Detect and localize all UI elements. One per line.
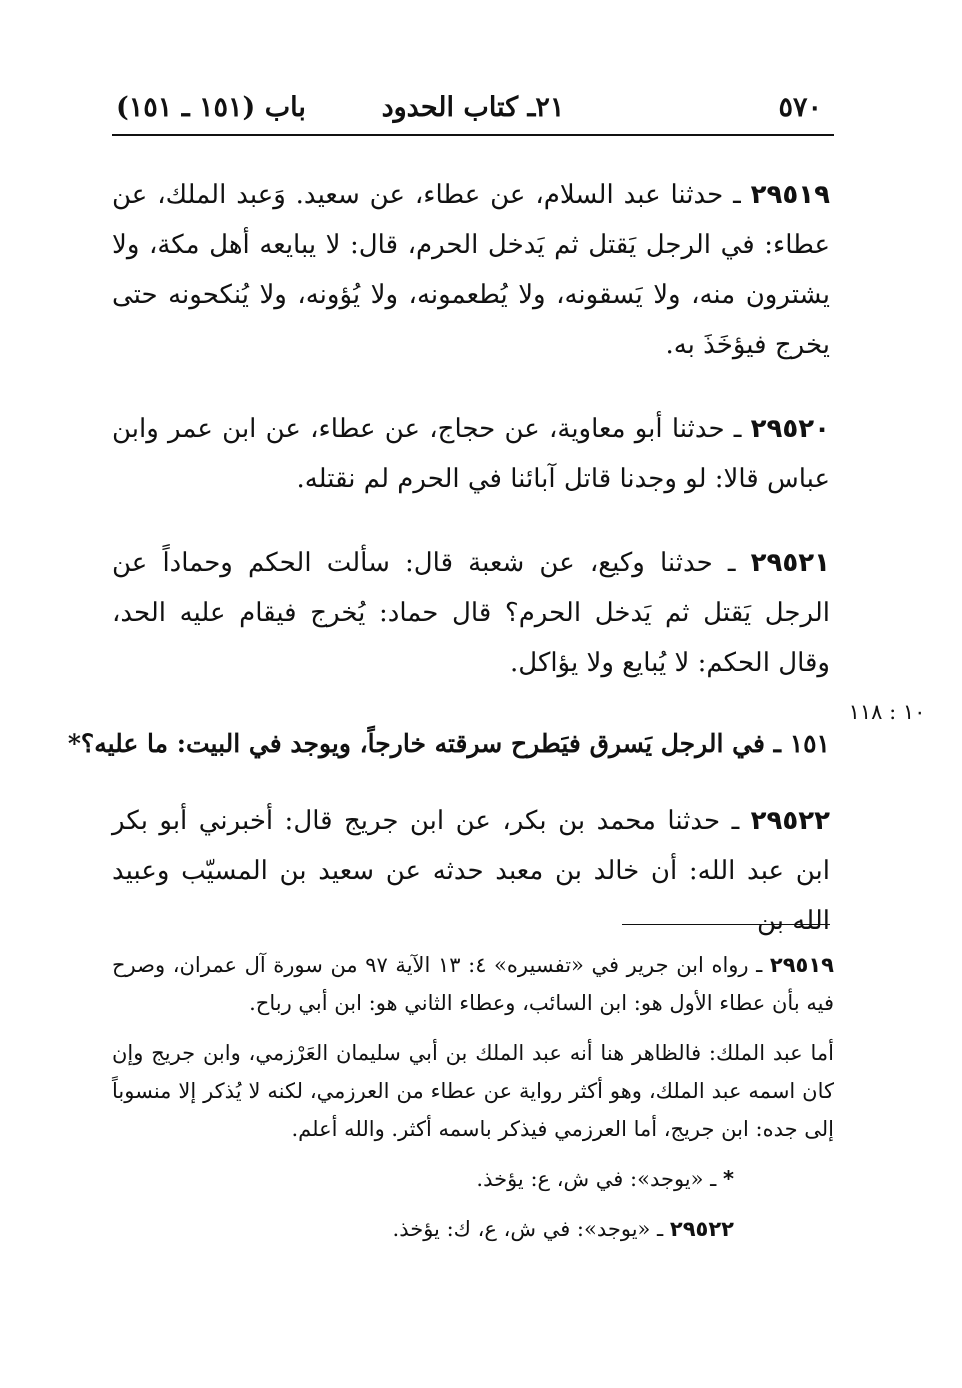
footnote-text: ـ «يوجد»: في ش، ع، ك: يؤخذ. bbox=[392, 1217, 664, 1241]
hadith-number: ٢٩٥٢٢ bbox=[750, 806, 830, 836]
footnote bbox=[112, 1034, 834, 1148]
hadith-text: ـ حدثنا محمد بن بكر، عن ابن جريج قال: أخبرني أبو بكر ابن عبد الله: أن خالد بن معبد حدثه عن سعيد بن المسيّب وعبيد الله بن bbox=[112, 806, 830, 936]
footnote-text: ـ رواه ابن جرير في «تفسيره» ٤: ١٣ الآية ٩٧ من سورة آل عمران، وصرح فيه بأن عطاء الأول هو: ابن السائب، وعطاء الثاني هو: ابن أبي رباح. bbox=[112, 953, 834, 1015]
main-text bbox=[67, 170, 831, 980]
hadith-text: ـ حدثنا عبد السلام، عن عطاء، عن سعيد. وَعبد الملك، عن عطاء: في الرجل يَقتل ثم يَدخل الحرم، قال: لا يبايعه أهل مكة، ولا يشترون منه، ولا يَسقونه، ولا يُطعمونه، ولا يُؤونه، ولا يُنكحونه حتى يخرج فيؤخَذَ به. bbox=[112, 180, 830, 360]
footnote bbox=[112, 1160, 834, 1198]
hadith-number: ٢٩٥٢١ bbox=[750, 548, 831, 578]
hadith-paragraph bbox=[112, 538, 830, 688]
page-header bbox=[112, 84, 834, 136]
hadith-text: ـ حدثنا وكيع، عن شعبة قال: سألت الحكم وحماداً عن الرجل يَقتل ثم يَدخل الحرم؟ قال حماد: يُخرج فيقام عليه الحد، وقال الحكم: لا يُبايع ولا يؤاكل. bbox=[112, 548, 830, 678]
hadith-number: ٢٩٥١٩ bbox=[750, 180, 831, 210]
footnote bbox=[112, 946, 834, 1022]
footnote-marker: * bbox=[723, 1167, 734, 1191]
footnote-divider bbox=[622, 924, 830, 925]
section-heading: ١٥١ ـ في الرجل يَسرق فيَطرح سرقته خارجاً، ويوجد في البيت: ما عليه؟* bbox=[67, 729, 830, 758]
footnote-number: ٢٩٥٢٢ bbox=[669, 1217, 734, 1241]
footnote-text: ـ «يوجد»: في ش، ع: يؤخذ. bbox=[476, 1167, 717, 1191]
hadith-paragraph bbox=[112, 170, 830, 370]
hadith-paragraph bbox=[112, 404, 830, 504]
footnote-number: ٢٩٥١٩ bbox=[769, 953, 834, 977]
section-range: باب (١٥١ ـ ١٥١) bbox=[116, 92, 306, 123]
hadith-number: ٢٩٥٢٠ bbox=[750, 414, 831, 444]
footnote-text: أما عبد الملك: فالظاهر هنا أنه عبد الملك بن أبي سليمان العَرْزمي، وابن جريج وإن كان اسمه عبد الملك، وهو أكثر رواية عن عطاء من العرزمي، لكنه لا يُذكر إلا منسوباً إلى جده: ابن جريج، أما العرزمي فيذكر باسمه أكثر. والله أعلم. bbox=[112, 1041, 834, 1141]
chapter-title: ٢١ـ كتاب الحدود bbox=[381, 92, 565, 123]
page-number: ٥٧٠ bbox=[778, 92, 822, 123]
hadith-text: ـ حدثنا أبو معاوية، عن حجاج، عن عطاء، عن ابن عمر وابن عباس قالا: لو وجدنا قاتل آبائنا في الحرم لم نقتله. bbox=[112, 414, 830, 494]
footnote bbox=[112, 1210, 834, 1248]
margin-reference: ١٠ : ١١٨ bbox=[848, 700, 926, 724]
footnotes bbox=[112, 946, 834, 1260]
